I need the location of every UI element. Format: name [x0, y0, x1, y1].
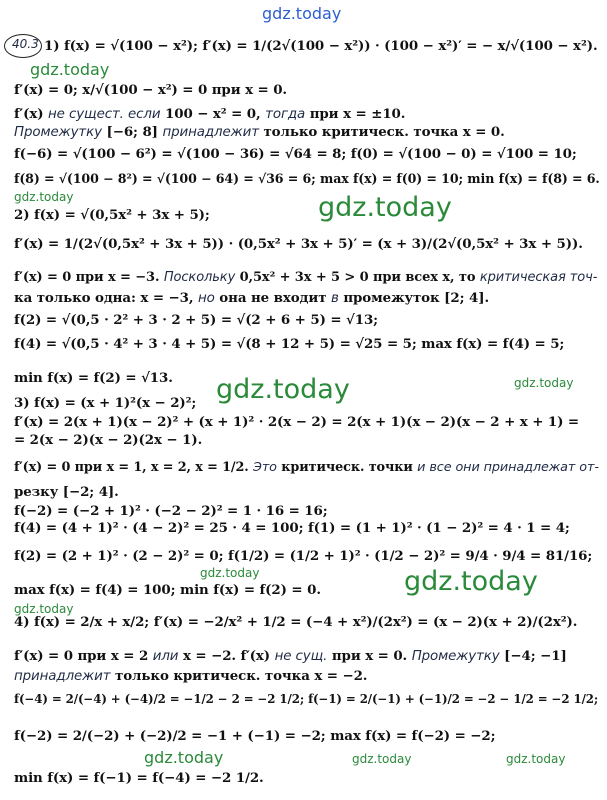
line-2: f′(x) = 0; x/√(100 − x²) = 0 при x = 0.: [14, 82, 287, 98]
line-7: 2) f(x) = √(0,5x² + 3x + 5);: [14, 207, 210, 223]
watermark-4: gdz.today: [216, 374, 350, 405]
watermark-6: gdz.today: [200, 566, 260, 580]
line-27: f(−2) = 2/(−2) + (−2)/2 = −1 + (−1) = −2; max f(x) = f(−2) = −2;: [14, 728, 496, 744]
watermark-11: gdz.today: [506, 752, 566, 766]
line-25: принадлежит только критическ. точка x = −2.: [14, 668, 368, 684]
line-4: Промежутку [−6; 8] принадлежит только критическ. точка x = 0.: [14, 124, 505, 140]
line-24: f′(x) = 0 при x = 2 или x = −2. f′(x) не сущ. при x = 0. Промежутку [−4; −1]: [14, 648, 567, 664]
line-18: резку [−2; 4].: [14, 484, 119, 500]
watermark-7: gdz.today: [404, 566, 538, 597]
watermark-2: gdz.today: [14, 190, 74, 204]
watermark-8: gdz.today: [14, 602, 74, 616]
line-12: f(4) = √(0,5 · 4² + 3 · 4 + 5) = √(8 + 12 + 5) = √25 = 5; max f(x) = f(4) = 5;: [14, 336, 565, 352]
line-19: f(−2) = (−2 + 1)² · (−2 − 2)² = 1 · 16 = 16;: [14, 503, 328, 519]
line-17: f′(x) = 0 при x = 1, x = 2, x = 1/2. Это критическ. точки и все они принадлежат от-: [14, 460, 599, 475]
line-11: f(2) = √(0,5 · 2² + 3 · 2 + 5) = √(2 + 6 + 5) = √13;: [14, 312, 379, 328]
watermark-top: gdz.today: [262, 4, 342, 23]
line-26: f(−4) = 2/(−4) + (−4)/2 = −1/2 − 2 = −2 1/2; f(−1) = 2/(−1) + (−1)/2 = −2 − 1/2 = −2 1/2;: [14, 692, 599, 706]
watermark-10: gdz.today: [352, 752, 412, 766]
watermark-3: gdz.today: [318, 192, 452, 223]
line-6: f(8) = √(100 − 8²) = √(100 − 64) = √36 = 6; max f(x) = f(0) = 10; min f(x) = f(8) = 6.: [14, 171, 600, 186]
line-20: f(4) = (4 + 1)² · (4 − 2)² = 25 · 4 = 100; f(1) = (1 + 1)² · (1 − 2)² = 4 · 1 = 4;: [14, 520, 570, 536]
task-number: 40.3: [12, 37, 39, 51]
line-13: min f(x) = f(2) = √13.: [14, 370, 173, 386]
line-9: f′(x) = 0 при x = −3. Поскольку 0,5x² + 3x + 5 > 0 при всех x, то критическая точ-: [14, 270, 598, 285]
watermark-1: gdz.today: [30, 60, 110, 79]
line-23: 4) f(x) = 2/x + x/2; f′(x) = −2/x² + 1/2 = (−4 + x²)/(2x²) = (x − 2)(x + 2)/(2x²).: [14, 614, 578, 630]
line-21: f(2) = (2 + 1)² · (2 − 2)² = 0; f(1/2) = (1/2 + 1)² · (1/2 − 2)² = 9/4 · 9/4 = 81/16;: [14, 548, 593, 564]
line-3: f′(x) не сущест. если 100 − x² = 0, тогда при x = ±10.: [14, 106, 406, 122]
watermark-9: gdz.today: [144, 748, 224, 767]
line-16: = 2(x − 2)(x − 2)(2x − 1).: [14, 432, 203, 448]
line-5: f(−6) = √(100 − 6²) = √(100 − 36) = √64 = 8; f(0) = √(100 − 0) = √100 = 10;: [14, 146, 577, 162]
line-1: 1) f(x) = √(100 − x²); f′(x) = 1/(2√(100 − x²)) · (100 − x²)′ = − x/√(100 − x²).: [44, 38, 598, 54]
task-number-circle: [4, 34, 42, 58]
line-22: max f(x) = f(4) = 100; min f(x) = f(2) = 0.: [14, 582, 321, 598]
line-14: 3) f(x) = (x + 1)²(x − 2)²;: [14, 395, 197, 411]
watermark-5: gdz.today: [514, 376, 574, 390]
line-10: ка только одна: x = −3, но она не входит в промежуток [2; 4].: [14, 290, 490, 306]
line-8: f′(x) = 1/(2√(0,5x² + 3x + 5)) · (0,5x² + 3x + 5)′ = (x + 3)/(2√(0,5x² + 3x + 5)).: [14, 236, 583, 252]
line-15: f′(x) = 2(x + 1)(x − 2)² + (x + 1)² · 2(x − 2) = 2(x + 1)(x − 2)(x − 2 + x + 1) =: [14, 414, 580, 430]
line-28: min f(x) = f(−1) = f(−4) = −2 1/2.: [14, 770, 264, 786]
